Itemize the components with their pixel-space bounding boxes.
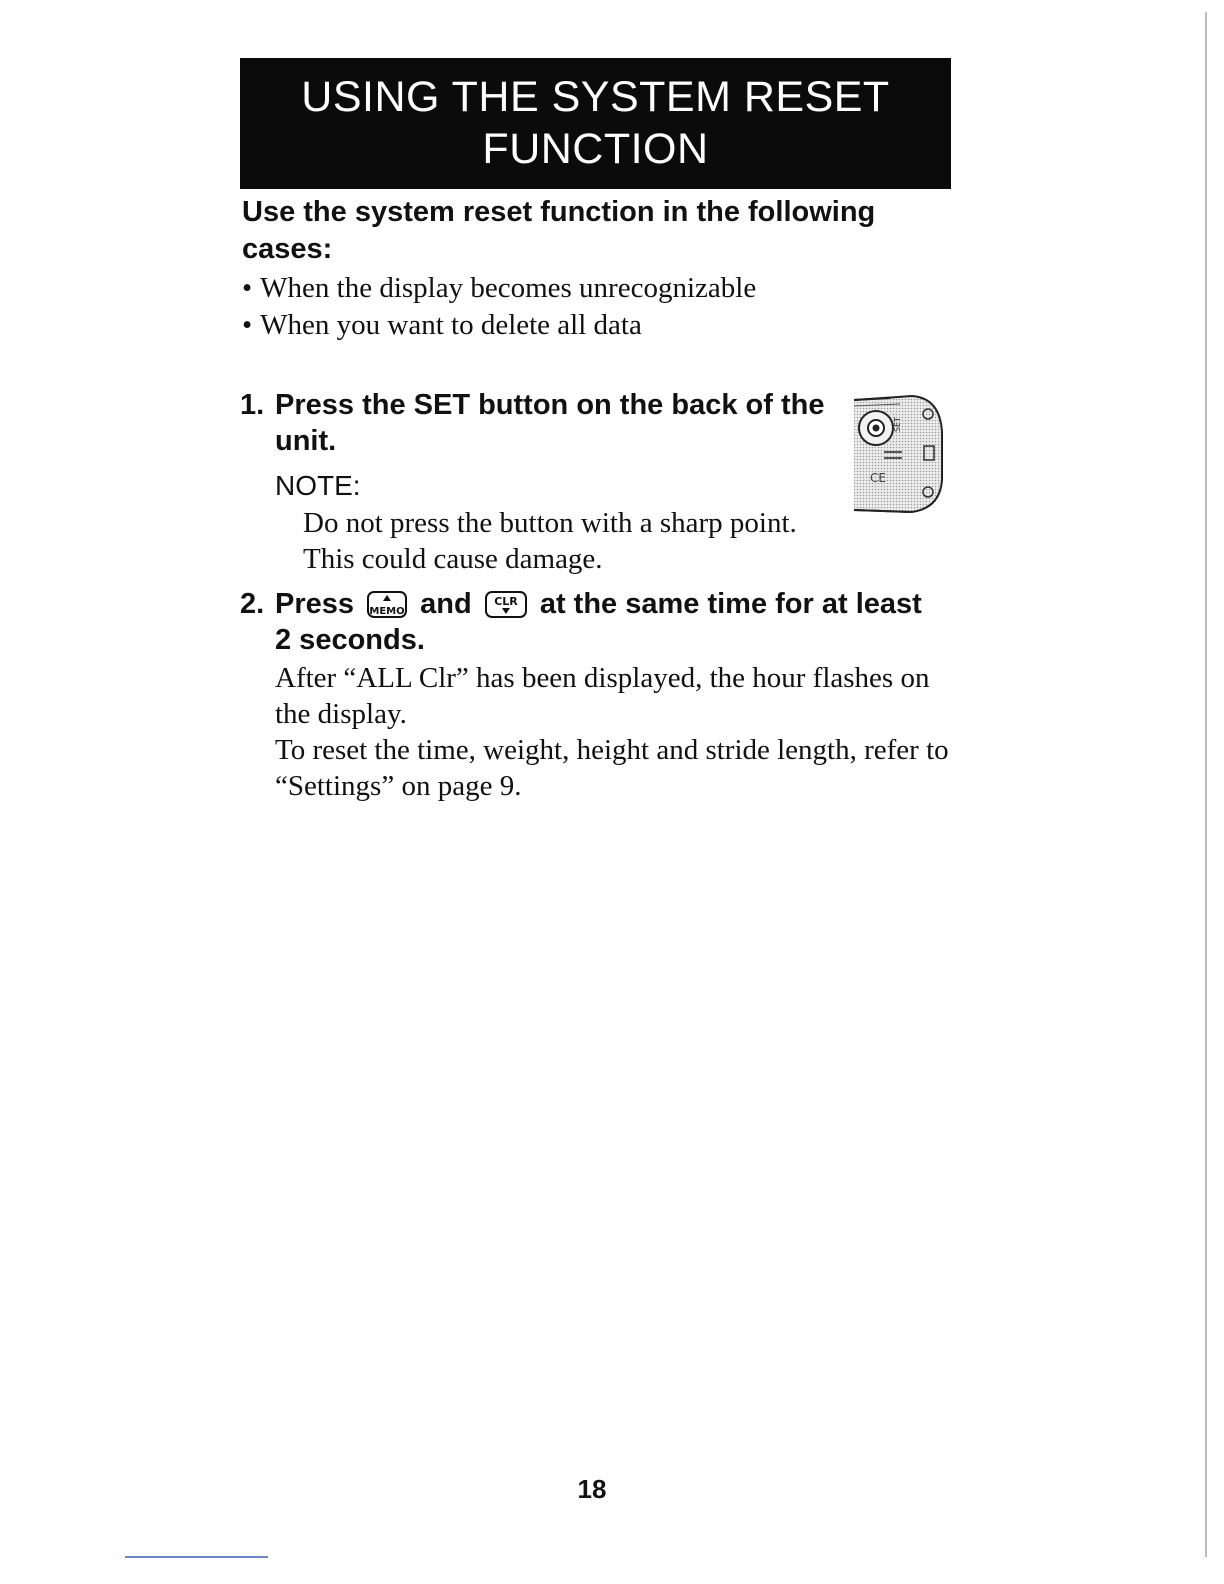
section-title-banner xyxy=(240,58,951,189)
note-line-1: Do not press the button with a sharp point. xyxy=(303,507,797,539)
section-title-line-2: FUNCTION xyxy=(482,125,709,173)
step-2-title xyxy=(275,586,975,658)
step-2-body-line-3: To reset the time, weight, height and stride length, refer to xyxy=(275,734,949,766)
step-1-title-line-2: unit. xyxy=(275,425,337,457)
step-2-body-line-1: After “ALL Clr” has been displayed, the hour flashes on xyxy=(275,662,930,694)
memo-button-icon xyxy=(366,589,408,619)
memo-button-label: MEMO xyxy=(369,606,405,617)
note-line-2: This could cause damage. xyxy=(303,543,603,575)
step-1-title xyxy=(275,387,845,459)
clr-button-icon xyxy=(484,589,528,619)
case-item: • When the display becomes unrecognizable xyxy=(242,270,942,307)
step-2-number: 2. xyxy=(240,588,265,620)
step-2-and-word: and xyxy=(420,588,472,620)
intro-heading: Use the system reset function in the following cases: xyxy=(242,196,876,265)
clr-button-label: CLR xyxy=(493,595,518,608)
note-text xyxy=(303,505,863,577)
case-item: • When you want to delete all data xyxy=(242,307,942,344)
svg-text:SET: SET xyxy=(893,416,902,432)
step-2-title-rest: at the same time for at least xyxy=(539,588,922,620)
step-2-body-line-2: the display. xyxy=(275,698,407,730)
step-2-body-line-4: “Settings” on page 9. xyxy=(275,770,522,802)
cases-list xyxy=(242,270,942,344)
footer-rule xyxy=(125,1556,268,1558)
section-title-line-1: USING THE SYSTEM RESET xyxy=(301,73,890,121)
page-number: 18 xyxy=(577,1474,607,1504)
svg-text:CE: CE xyxy=(870,471,886,485)
page-edge-rule xyxy=(1205,12,1207,1557)
step-2-title-line-2: 2 seconds. xyxy=(275,624,425,656)
note-label: NOTE: xyxy=(275,470,361,501)
step-1-number: 1. xyxy=(240,389,265,421)
step-2-body xyxy=(275,660,965,804)
step-1-title-line-1: Press the SET button on the back of the xyxy=(275,389,825,421)
step-2-press-word: Press xyxy=(275,588,355,620)
step-2-title-line-1 xyxy=(275,586,975,622)
unit-back-set-button-icon xyxy=(850,392,946,516)
